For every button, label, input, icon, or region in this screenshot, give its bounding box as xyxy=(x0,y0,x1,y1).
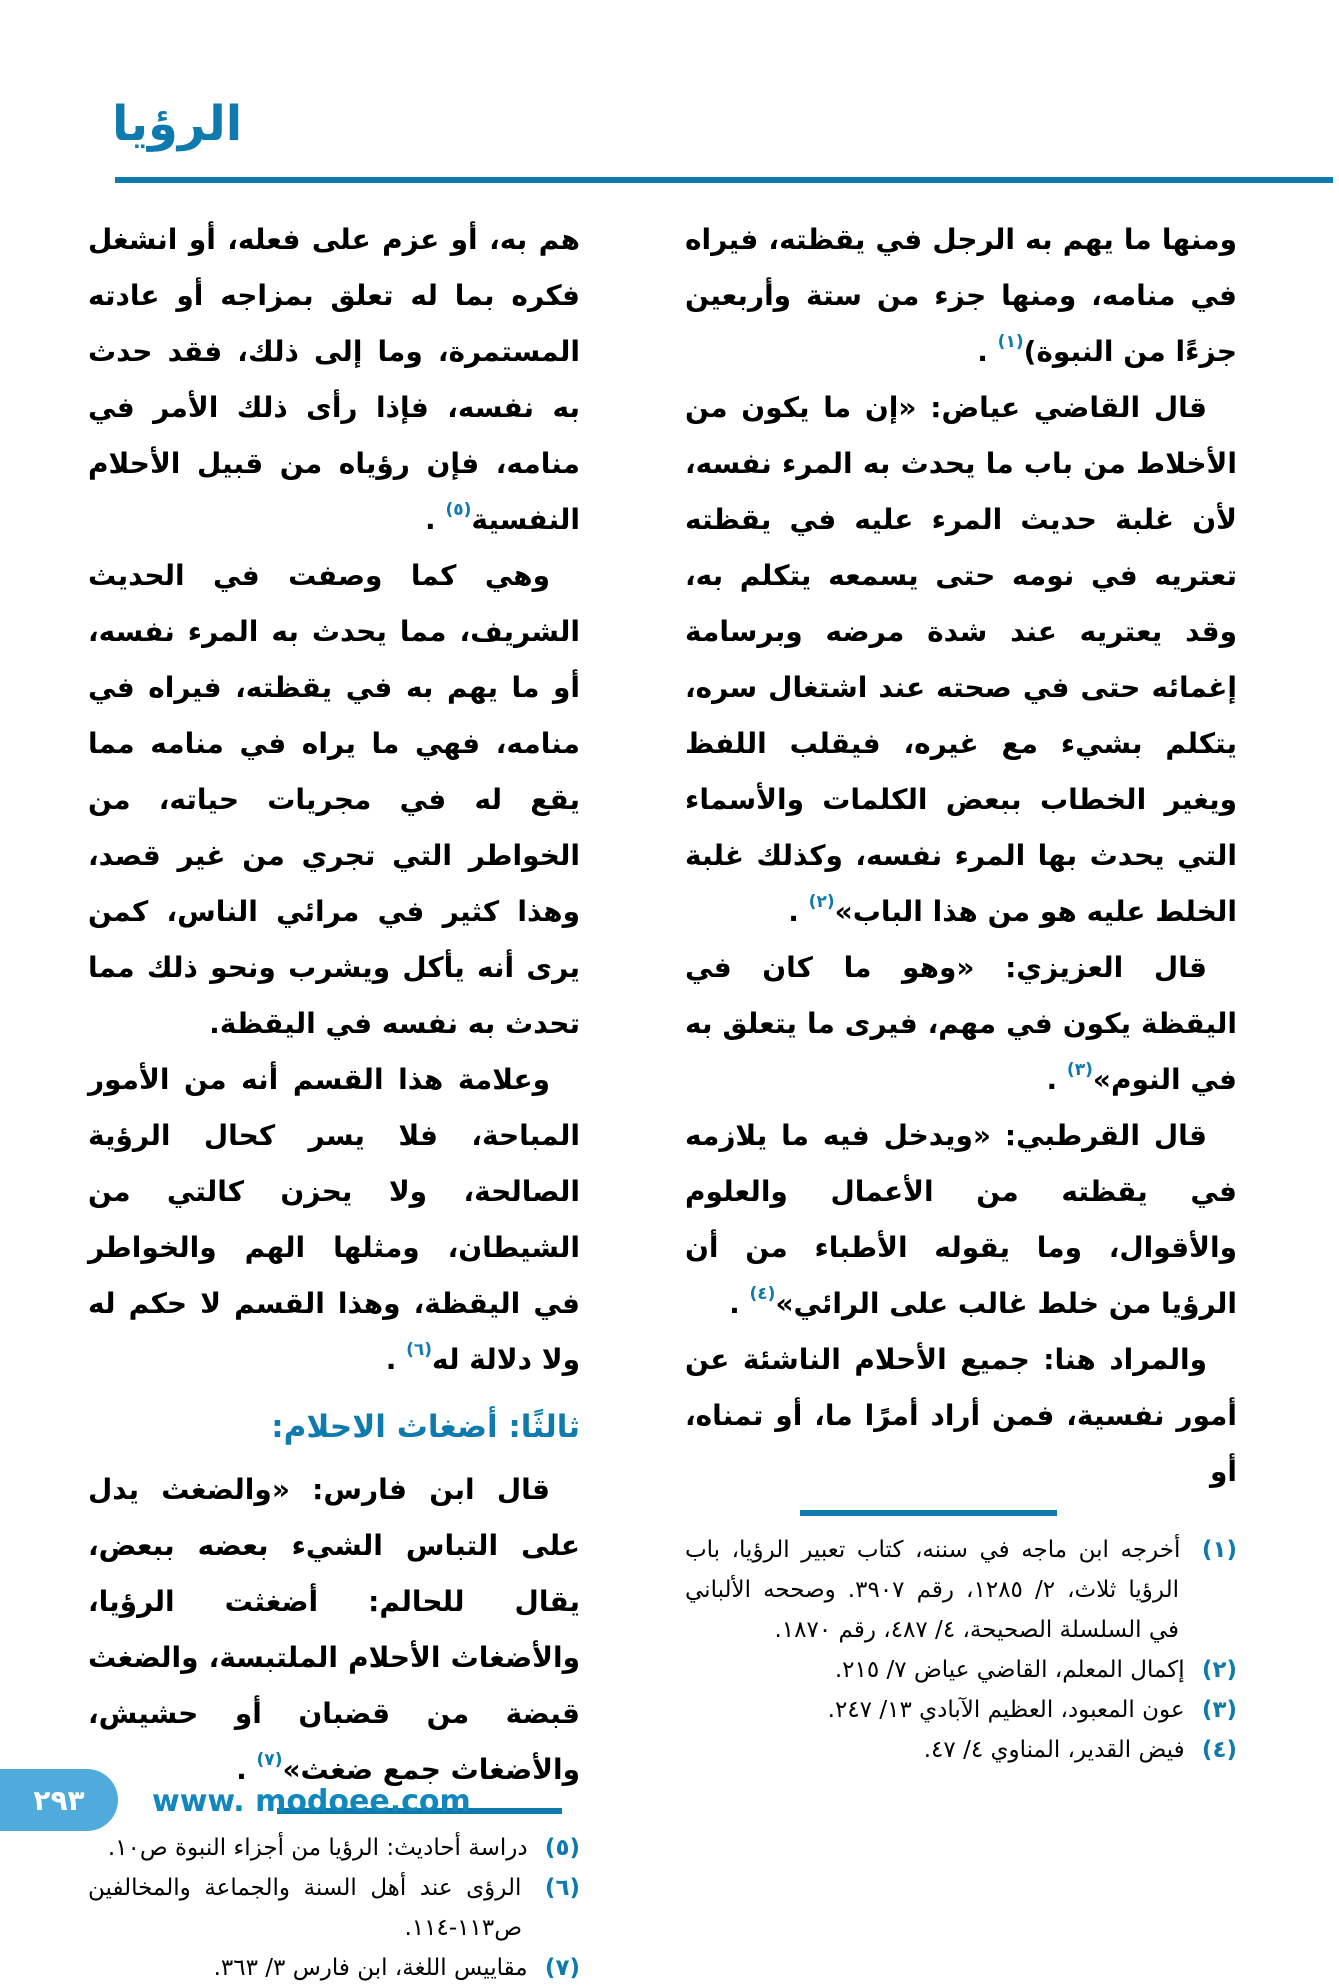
paragraph: والمراد هنا: جميع الأحلام الناشئة عن أمور نفسية، فمن أراد أمرًا ما، أو تمناه، أو xyxy=(685,1343,1237,1488)
footnote-ref: (٢) xyxy=(808,891,835,912)
paragraph: وهي كما وصفت في الحديث الشريف، مما يحدث به المرء نفسه، أو ما يهم به في يقظته، فيراه في منامه، فهي ما يراه في منامه مما يقع له في مجريات حياته، من الخواطر التي تجري من غير قصد، وهذا كثير في مرائي الناس، كمن يرى أنه يأكل ويشرب ونحو ذلك مما تحدث به نفسه في اليقظة. xyxy=(88,559,580,1040)
footnote-ref: (٤) xyxy=(749,1283,776,1304)
footnote-number: (٦) xyxy=(544,1875,580,1901)
footnote: (٣) عون المعبود، العظيم الآبادي ١٣/ ٢٤٧. xyxy=(827,1697,1237,1723)
footnote-number: (٢) xyxy=(1201,1657,1237,1683)
right-column-footnotes xyxy=(685,1530,1237,1770)
footnote: (٦) الرؤى عند أهل السنة والجماعة والمخالفين ص١١٣-١١٤. xyxy=(88,1875,580,1941)
paragraph: قال العزيزي: «وهو ما كان في اليقظة يكون في مهم، فيرى ما يتعلق به في النوم»$^{(٣)}$ . xyxy=(685,951,1237,1096)
left-column xyxy=(88,212,580,1988)
footnote: (١) أخرجه ابن ماجه في سننه، كتاب تعبير الرؤيا، باب الرؤيا ثلاث، ٢/ ١٢٨٥، رقم ٣٩٠٧. وصححه الألباني في السلسلة الصحيحة، ٤/ ٤٨٧، رقم ١٨٧٠. xyxy=(685,1537,1237,1643)
paragraph: قال ابن فارس: «والضغث يدل على التباس الشيء بعضه ببعض، يقال للحالم: أضغثت الرؤيا، والأضغاث الأحلام الملتبسة، والضغث قبضة من قضبان أو حشيش، والأضغاث جمع ضغث»$^{(٧)}$ . xyxy=(88,1473,580,1786)
paragraph: هم به، أو عزم على فعله، أو انشغل فكره بما له تعلق بمزاجه أو عادته المستمرة، وما إلى ذلك، فقد حدث به نفسه، فإذا رأى ذلك الأمر في منامه، فإن رؤياه من قبيل الأحلام النفسية$^{(٥)}$ . xyxy=(88,223,580,536)
footnote-ref: (٥) xyxy=(445,499,472,520)
header-rule xyxy=(115,177,1333,183)
footnote: (٥) دراسة أحاديث: الرؤيا من أجزاء النبوة ص١٠. xyxy=(107,1835,580,1861)
paragraph: ومنها ما يهم به الرجل في يقظته، فيراه في منامه، ومنها جزء من ستة وأربعين جزءًا من النبوة)$^{(١)}$ . xyxy=(685,223,1237,368)
footnote: (٢) إكمال المعلم، القاضي عياض ٧/ ٢١٥. xyxy=(834,1657,1237,1683)
footnote-number: (١) xyxy=(1201,1537,1237,1563)
footnote-number: (٧) xyxy=(544,1955,580,1981)
page-number: ٢٩٣ xyxy=(33,1783,85,1817)
page-number-badge xyxy=(0,1769,118,1831)
left-column-footnotes xyxy=(88,1828,580,1988)
left-column-paragraphs xyxy=(88,212,580,1798)
footnote-ref: (٣) xyxy=(1066,1059,1093,1080)
footnote-separator xyxy=(800,1510,1057,1516)
footnote-ref: (٦) xyxy=(406,1339,433,1360)
page-title: الرؤيا xyxy=(112,96,243,152)
footnote-number: (٤) xyxy=(1201,1737,1237,1763)
footnote-number: (٣) xyxy=(1201,1697,1237,1723)
paragraph: وعلامة هذا القسم أنه من الأمور المباحة، فلا يسر كحال الرؤية الصالحة، ولا يحزن كالتي من الشيطان، ومثلها الهم والخواطر في اليقظة، وهذا القسم لا حكم له ولا دلالة له$^{(٦)}$ . xyxy=(88,1063,580,1376)
footnote-ref: (٧) xyxy=(256,1749,283,1770)
paragraph: قال القرطبي: «ويدخل فيه ما يلازمه في يقظته من الأعمال والعلوم والأقوال، وما يقوله الأطباء من أن الرؤيا من خلط غالب على الرائي»$^{(٤)}$ . xyxy=(685,1119,1237,1320)
paragraph: قال القاضي عياض: «إن ما يكون من الأخلاط من باب ما يحدث به المرء نفسه، لأن غلبة حديث المرء عليه في يقظته تعتريه في نومه حتى يسمعه يتكلم به، وقد يعتريه عند شدة مرضه وبرسامة إغمائه حتى في صحته عند اشتغال سره، يتكلم بشيء مع غيره، فيقلب اللفظ ويغير الخطاب ببعض الكلمات والأسماء التي يحدث بها المرء نفسه، وكذلك غلبة الخلط عليه هو من هذا الباب»$^{(٢)}$ . xyxy=(685,391,1237,928)
right-column-paragraphs xyxy=(685,212,1237,1500)
section-heading: ثالثًا: أضغاث الاحلام: xyxy=(271,1409,580,1445)
right-column xyxy=(685,212,1237,1770)
footnote-number: (٥) xyxy=(544,1835,580,1861)
footnote: (٧) مقاييس اللغة، ابن فارس ٣/ ٣٦٣. xyxy=(213,1955,580,1981)
website-url: www. modoee.com xyxy=(152,1784,471,1819)
footnote-ref: (١) xyxy=(997,331,1024,352)
footnote: (٤) فيض القدير، المناوي ٤/ ٤٧. xyxy=(923,1737,1237,1763)
